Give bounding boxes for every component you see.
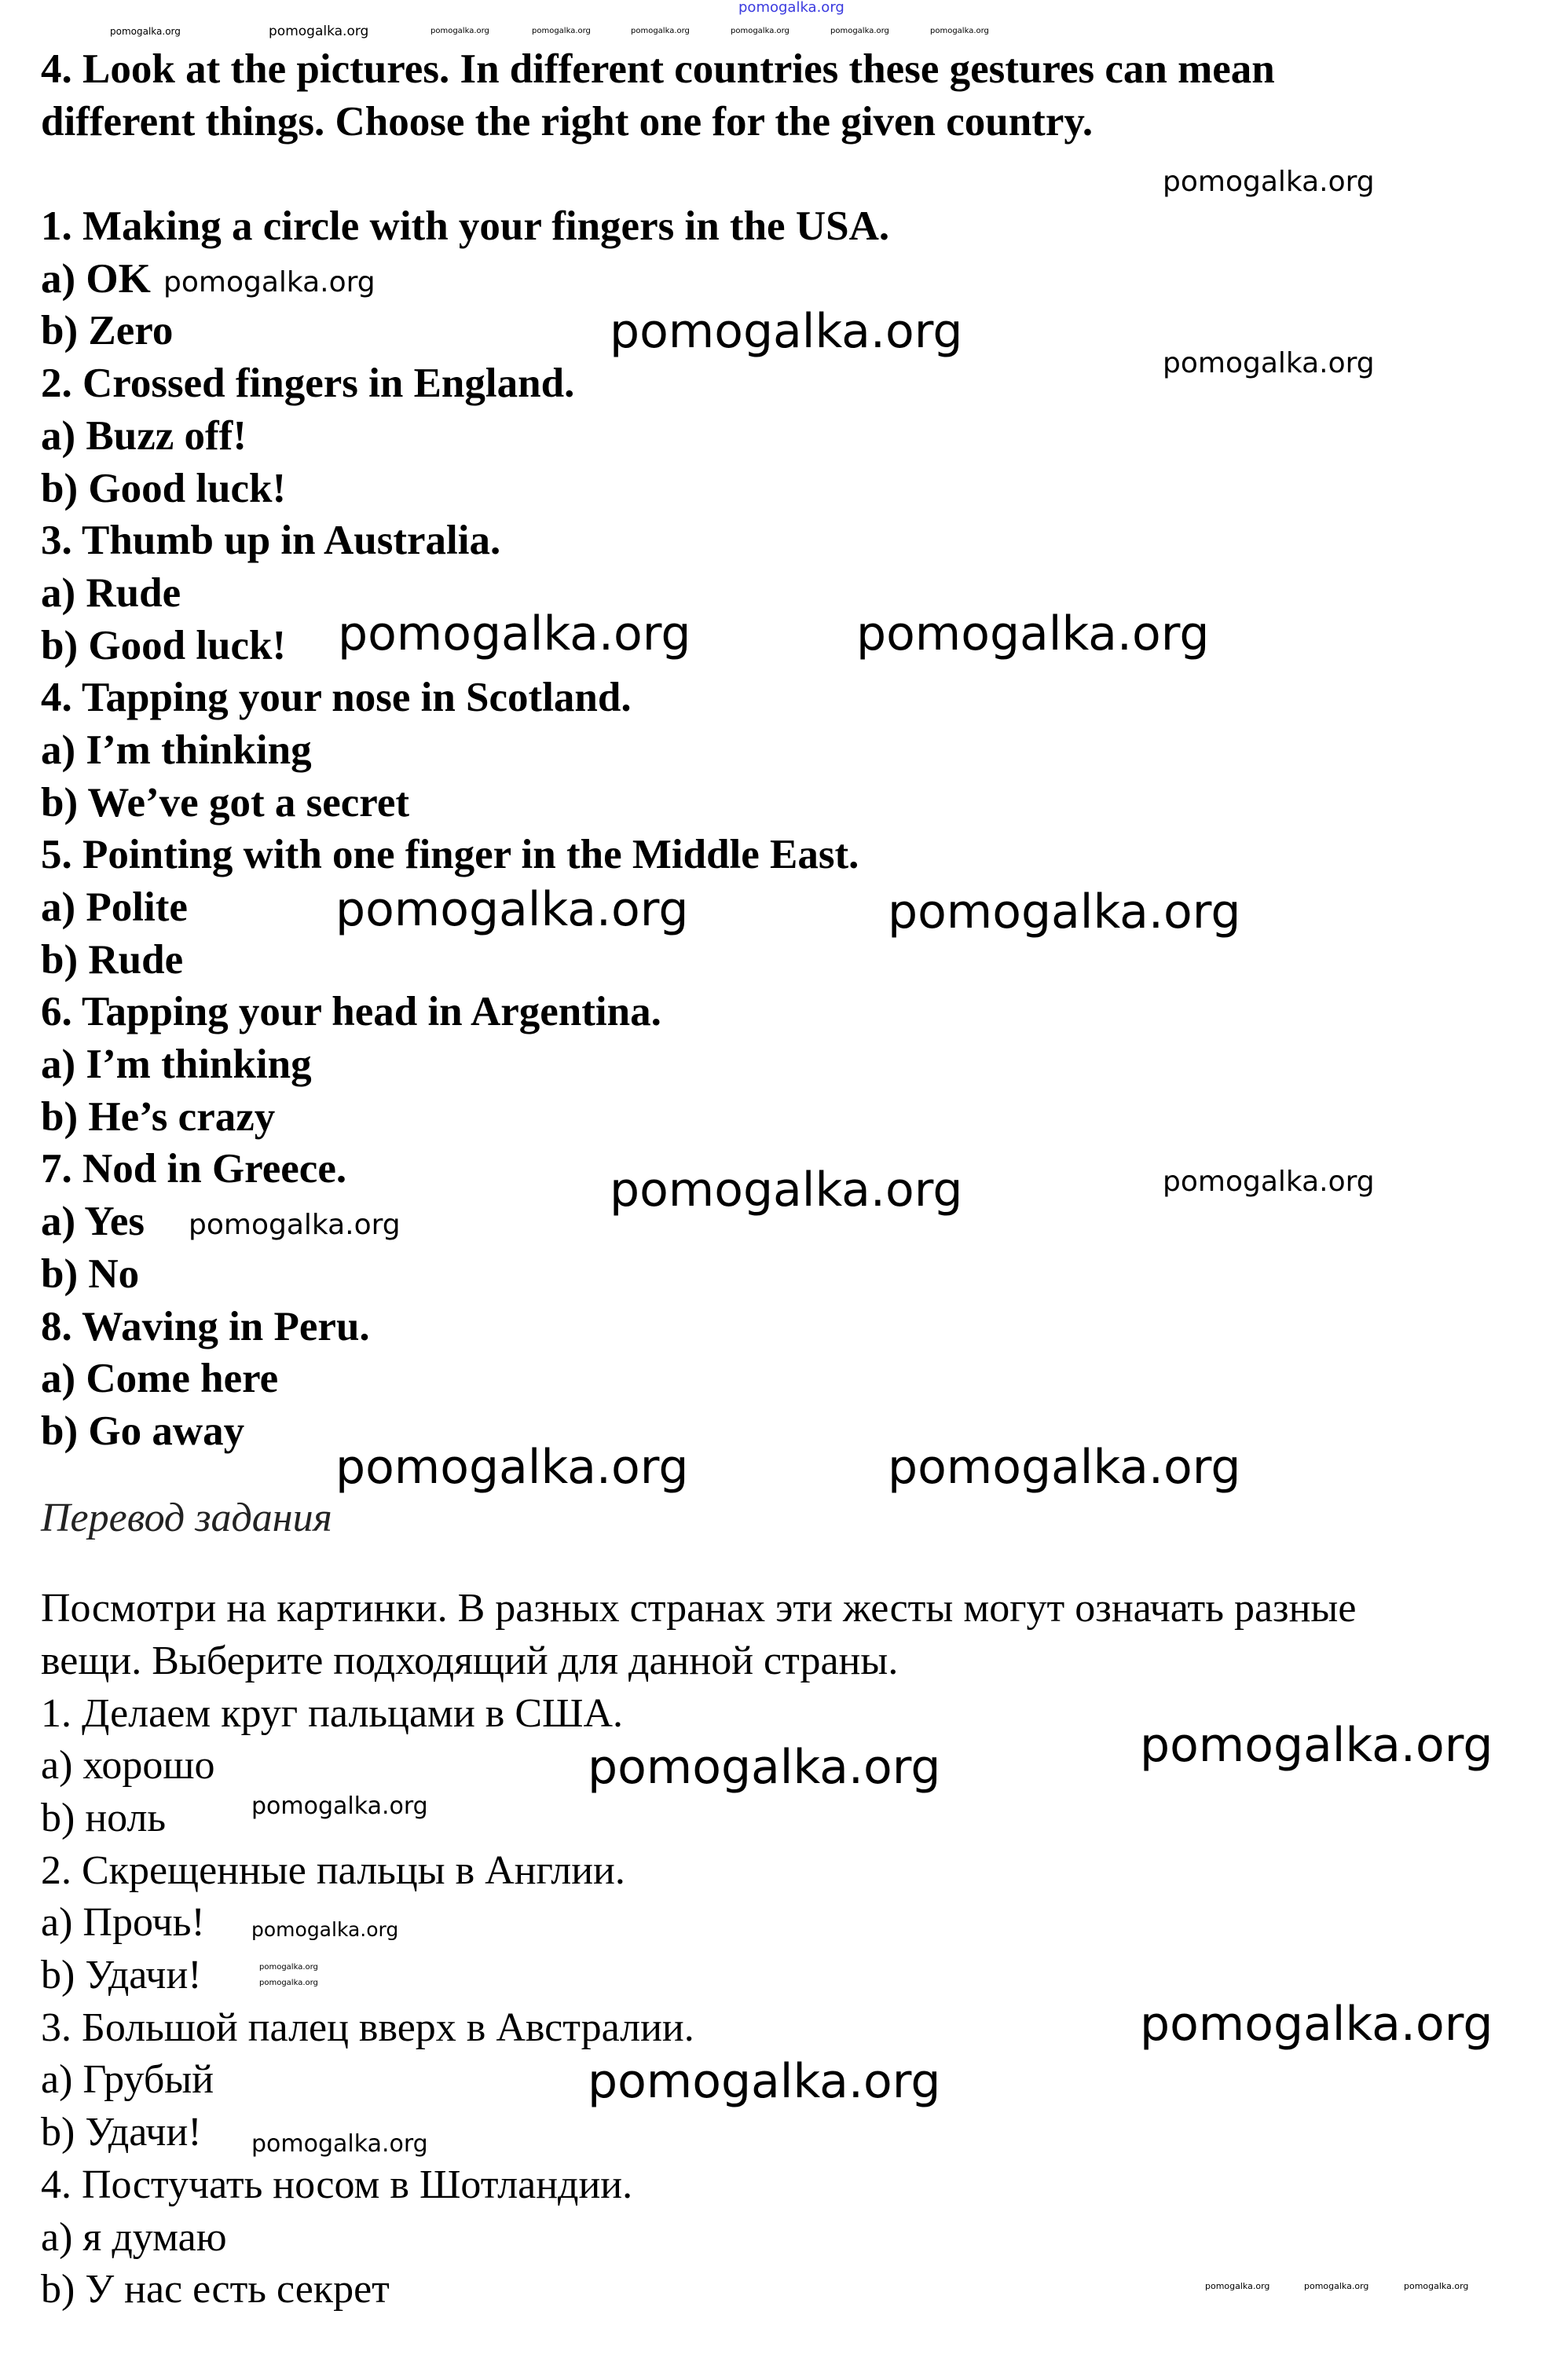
task-option: b) Go away [41,1408,245,1454]
translation-intro-line: вещи. Выберите подходящий для данной страны. [41,1638,899,1683]
translation-option: b) Удачи! [41,2110,202,2155]
watermark: pomogalka.org [1163,347,1375,379]
translation-option: a) Прочь! [41,1900,205,1946]
watermark: pomogalka.org [738,0,844,16]
task-option: a) Yes [41,1199,145,1245]
task-option: a) I’m thinking [41,1042,312,1088]
task-question: 5. Pointing with one finger in the Middle East. [41,832,859,878]
translation-option: b) Удачи! [41,1953,202,1998]
watermark: pomogalka.org [163,266,376,298]
task-question: 4. Tapping your nose in Scotland. [41,675,632,721]
watermark: pomogalka.org [888,1440,1241,1495]
watermark: pomogalka.org [856,606,1210,661]
watermark: pomogalka.org [888,884,1241,939]
task-option: a) OK [41,255,151,302]
translation-heading: Перевод задания [41,1495,332,1540]
task-option: a) Polite [41,884,188,930]
task-option: a) I’m thinking [41,727,312,773]
watermark: pomogalka.org [430,27,489,35]
watermark: pomogalka.org [588,2054,941,2109]
translation-question: 1. Делаем круг пальцами в США. [41,1690,624,1736]
task-option: b) Good luck! [41,465,287,511]
watermark: pomogalka.org [110,26,181,37]
watermark: pomogalka.org [259,1979,318,1987]
watermark: pomogalka.org [610,304,963,359]
task-title-line: 4. Look at the pictures. In different countries these gestures can mean [41,46,1275,92]
task-question: 7. Nod in Greece. [41,1146,347,1192]
watermark: pomogalka.org [588,1740,941,1795]
watermark: pomogalka.org [532,27,591,35]
watermark: pomogalka.org [335,882,689,937]
watermark: pomogalka.org [269,23,369,39]
translation-intro-line: Посмотри на картинки. В разных странах эти жесты могут означать разные [41,1586,1357,1631]
task-option: a) Rude [41,569,181,616]
watermark: pomogalka.org [830,27,889,35]
task-option: b) He’s crazy [41,1093,276,1140]
watermark: pomogalka.org [251,1792,428,1820]
watermark: pomogalka.org [1163,1166,1375,1198]
task-option: b) Rude [41,936,184,983]
watermark: pomogalka.org [251,2130,428,2158]
translation-option: a) я думаю [41,2214,227,2260]
watermark: pomogalka.org [189,1209,401,1241]
task-question: 3. Thumb up in Australia. [41,518,501,564]
watermark: pomogalka.org [1163,166,1375,198]
watermark: pomogalka.org [1140,1997,1493,2052]
watermark: pomogalka.org [930,27,989,35]
task-question: 8. Waving in Peru. [41,1303,370,1349]
task-option: b) Good luck! [41,622,287,668]
watermark: pomogalka.org [610,1163,963,1217]
watermark: pomogalka.org [631,27,690,35]
watermark: pomogalka.org [335,1440,689,1495]
translation-question: 4. Постучать носом в Шотландии. [41,2162,633,2207]
task-option: a) Come here [41,1356,279,1402]
translation-option: a) хорошо [41,1743,215,1789]
translation-option: b) У нас есть секрет [41,2267,390,2312]
task-question: 2. Crossed fingers in England. [41,361,575,407]
translation-option: a) Грубый [41,2057,214,2103]
task-title-line: different things. Choose the right one for the given country. [41,98,1094,145]
watermark: pomogalka.org [1304,2280,1369,2291]
watermark: pomogalka.org [1140,1718,1493,1773]
translation-option: b) ноль [41,1796,167,1840]
watermark: pomogalka.org [1404,2280,1469,2291]
task-question: 1. Making a circle with your fingers in the USA. [41,203,890,250]
watermark: pomogalka.org [338,606,691,661]
task-option: b) No [41,1250,140,1297]
watermark: pomogalka.org [1205,2280,1270,2291]
translation-question: 3. Большой палец вверх в Австралии. [41,2005,694,2050]
task-option: b) We’ve got a secret [41,779,410,826]
watermark: pomogalka.org [259,1963,318,1972]
task-question: 6. Tapping your head in Argentina. [41,989,661,1035]
watermark: pomogalka.org [731,27,789,35]
task-option: a) Buzz off! [41,412,247,459]
watermark: pomogalka.org [251,1917,399,1941]
task-option: b) Zero [41,308,174,354]
translation-question: 2. Скрещенные пальцы в Англии. [41,1847,625,1893]
